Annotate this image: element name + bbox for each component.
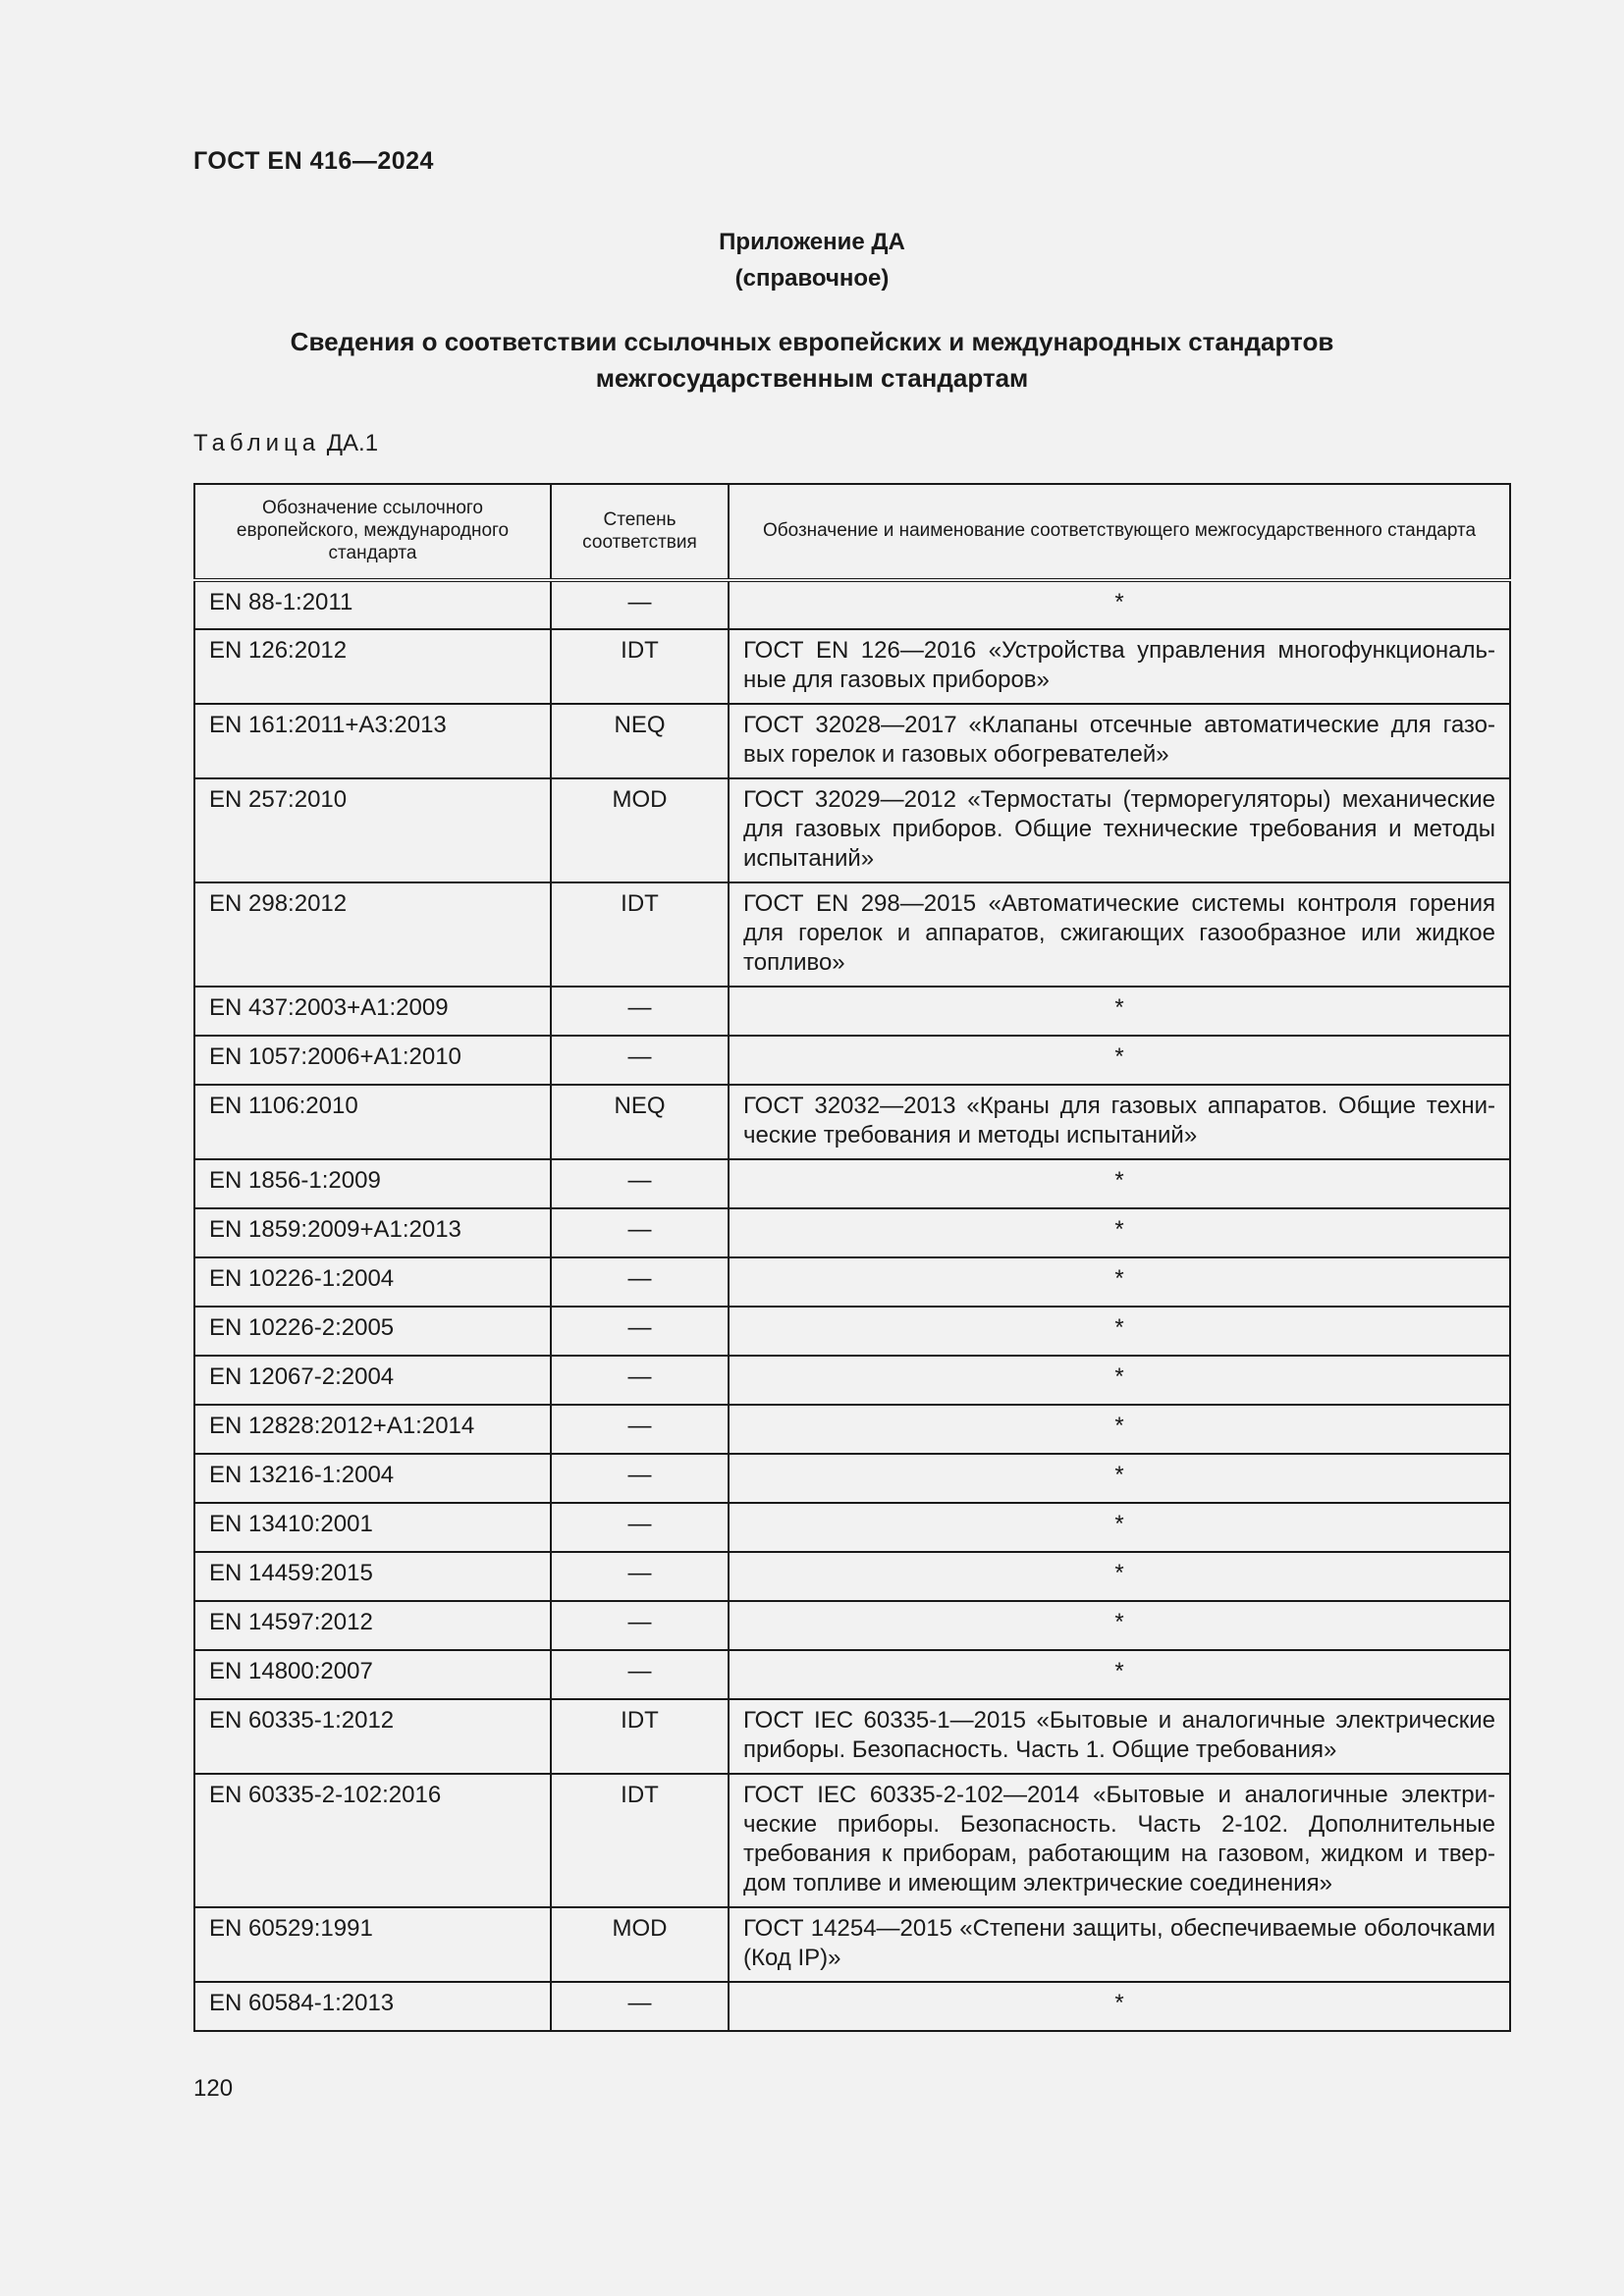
cell-interstate-standard: ГОСТ 32029—2012 «Термостаты (терморегуляторы) механические для газовых приборов. Общие технические требования и методы испытаний» xyxy=(729,778,1510,882)
header-degree-of-correspondence: Степень соответствия xyxy=(551,484,729,580)
table-header-row xyxy=(194,484,1510,580)
table-body xyxy=(194,580,1510,2031)
cell-degree: IDT xyxy=(551,629,729,704)
cell-degree: — xyxy=(551,1503,729,1552)
cell-reference-standard: EN 126:2012 xyxy=(194,629,551,704)
cell-degree: — xyxy=(551,580,729,629)
cell-reference-standard: EN 1859:2009+A1:2013 xyxy=(194,1208,551,1257)
cell-reference-standard: EN 14800:2007 xyxy=(194,1650,551,1699)
cell-interstate-standard: * xyxy=(729,1405,1510,1454)
table-row xyxy=(194,1257,1510,1307)
cell-degree: NEQ xyxy=(551,704,729,778)
table-row xyxy=(194,1085,1510,1159)
cell-reference-standard: EN 1106:2010 xyxy=(194,1085,551,1159)
cell-degree: — xyxy=(551,1257,729,1307)
section-title xyxy=(0,324,1624,397)
cell-degree: — xyxy=(551,1454,729,1503)
table-caption-number: ДА.1 xyxy=(326,430,379,456)
cell-degree: MOD xyxy=(551,778,729,882)
table-caption xyxy=(193,430,378,457)
section-title-line-2: межгосударственным стандартам xyxy=(595,363,1029,393)
cell-degree: — xyxy=(551,1356,729,1405)
cell-interstate-standard: * xyxy=(729,1356,1510,1405)
cell-reference-standard: EN 14459:2015 xyxy=(194,1552,551,1601)
cell-degree: — xyxy=(551,1982,729,2031)
cell-interstate-standard: * xyxy=(729,1982,1510,2031)
cell-interstate-standard: ГОСТ IEC 60335-2-102—2014 «Бытовые и аналогичные электрические приборы. Безопасность. Часть 2-102. Дополнительные требования к приборам, работающим на газовом, жидком и твердом топливе и имеющим электрические соединения» xyxy=(729,1774,1510,1907)
annex-title: Приложение ДА xyxy=(719,229,905,255)
header-interstate-standard: Обозначение и наименование соответствующего межгосударственного стандарта xyxy=(729,484,1510,580)
annex-heading xyxy=(0,224,1624,296)
cell-reference-standard: EN 161:2011+A3:2013 xyxy=(194,704,551,778)
cell-reference-standard: EN 10226-2:2005 xyxy=(194,1307,551,1356)
cell-degree: — xyxy=(551,1208,729,1257)
cell-interstate-standard: * xyxy=(729,1159,1510,1208)
table-row xyxy=(194,1774,1510,1907)
cell-degree: — xyxy=(551,1036,729,1085)
cell-reference-standard: EN 60335-2-102:2016 xyxy=(194,1774,551,1907)
table-row xyxy=(194,1503,1510,1552)
table-row xyxy=(194,1982,1510,2031)
cell-degree: — xyxy=(551,987,729,1036)
cell-interstate-standard: ГОСТ IEC 60335-1—2015 «Бытовые и аналогичные электрические приборы. Безопасность. Часть 1. Общие требования» xyxy=(729,1699,1510,1774)
cell-degree: — xyxy=(551,1307,729,1356)
cell-reference-standard: EN 10226-1:2004 xyxy=(194,1257,551,1307)
cell-reference-standard: EN 257:2010 xyxy=(194,778,551,882)
cell-reference-standard: EN 60529:1991 xyxy=(194,1907,551,1982)
cell-interstate-standard: * xyxy=(729,580,1510,629)
cell-interstate-standard: * xyxy=(729,1650,1510,1699)
cell-interstate-standard: * xyxy=(729,1257,1510,1307)
table-row xyxy=(194,987,1510,1036)
table-row xyxy=(194,778,1510,882)
cell-interstate-standard: ГОСТ 14254—2015 «Степени защиты, обеспечиваемые оболочками (Код IP)» xyxy=(729,1907,1510,1982)
table-row xyxy=(194,1650,1510,1699)
table-row xyxy=(194,1405,1510,1454)
table-row xyxy=(194,1454,1510,1503)
table-row xyxy=(194,580,1510,629)
cell-degree: IDT xyxy=(551,1699,729,1774)
table-row xyxy=(194,704,1510,778)
table-row xyxy=(194,1907,1510,1982)
table-row xyxy=(194,629,1510,704)
page-number: 120 xyxy=(193,2075,234,2102)
table-caption-word: Таблица xyxy=(193,430,321,456)
table-row xyxy=(194,1159,1510,1208)
table-row xyxy=(194,1036,1510,1085)
table-row xyxy=(194,1552,1510,1601)
cell-interstate-standard: * xyxy=(729,1601,1510,1650)
cell-reference-standard: EN 14597:2012 xyxy=(194,1601,551,1650)
cell-interstate-standard: * xyxy=(729,1208,1510,1257)
cell-reference-standard: EN 60584-1:2013 xyxy=(194,1982,551,2031)
cell-interstate-standard: * xyxy=(729,987,1510,1036)
cell-reference-standard: EN 1856-1:2009 xyxy=(194,1159,551,1208)
cell-interstate-standard: * xyxy=(729,1503,1510,1552)
cell-degree: IDT xyxy=(551,1774,729,1907)
header-reference-standard: Обозначение ссылочного европейского, международного стандарта xyxy=(194,484,551,580)
table-row xyxy=(194,1307,1510,1356)
section-title-line-1: Сведения о соответствии ссылочных европейских и международных стандартов xyxy=(290,327,1334,356)
cell-degree: — xyxy=(551,1405,729,1454)
cell-interstate-standard: ГОСТ 32032—2013 «Краны для газовых аппаратов. Общие технические требования и методы испытаний» xyxy=(729,1085,1510,1159)
cell-interstate-standard: ГОСТ EN 298—2015 «Автоматические системы контроля горения для горелок и аппаратов, сжигающих газообразное или жидкое топливо» xyxy=(729,882,1510,987)
cell-interstate-standard: ГОСТ 32028—2017 «Клапаны отсечные автоматические для газовых горелок и газовых обогревателей» xyxy=(729,704,1510,778)
cell-reference-standard: EN 12828:2012+A1:2014 xyxy=(194,1405,551,1454)
table-row xyxy=(194,882,1510,987)
cell-interstate-standard: ГОСТ EN 126—2016 «Устройства управления многофункциональные для газовых приборов» xyxy=(729,629,1510,704)
cell-degree: — xyxy=(551,1650,729,1699)
cell-interstate-standard: * xyxy=(729,1454,1510,1503)
cell-interstate-standard: * xyxy=(729,1307,1510,1356)
cell-reference-standard: EN 13216-1:2004 xyxy=(194,1454,551,1503)
cell-degree: — xyxy=(551,1159,729,1208)
cell-degree: MOD xyxy=(551,1907,729,1982)
cell-interstate-standard: * xyxy=(729,1552,1510,1601)
document-header-code: ГОСТ EN 416—2024 xyxy=(193,147,434,175)
cell-reference-standard: EN 88-1:2011 xyxy=(194,580,551,629)
cell-reference-standard: EN 298:2012 xyxy=(194,882,551,987)
cell-reference-standard: EN 13410:2001 xyxy=(194,1503,551,1552)
correspondence-table xyxy=(193,483,1511,2032)
cell-degree: NEQ xyxy=(551,1085,729,1159)
cell-reference-standard: EN 60335-1:2012 xyxy=(194,1699,551,1774)
cell-reference-standard: EN 12067-2:2004 xyxy=(194,1356,551,1405)
table-row xyxy=(194,1356,1510,1405)
table-row xyxy=(194,1601,1510,1650)
cell-interstate-standard: * xyxy=(729,1036,1510,1085)
table-row xyxy=(194,1208,1510,1257)
cell-degree: IDT xyxy=(551,882,729,987)
cell-reference-standard: EN 437:2003+A1:2009 xyxy=(194,987,551,1036)
cell-degree: — xyxy=(551,1552,729,1601)
annex-subtitle: (справочное) xyxy=(734,265,890,292)
table-row xyxy=(194,1699,1510,1774)
cell-degree: — xyxy=(551,1601,729,1650)
cell-reference-standard: EN 1057:2006+A1:2010 xyxy=(194,1036,551,1085)
